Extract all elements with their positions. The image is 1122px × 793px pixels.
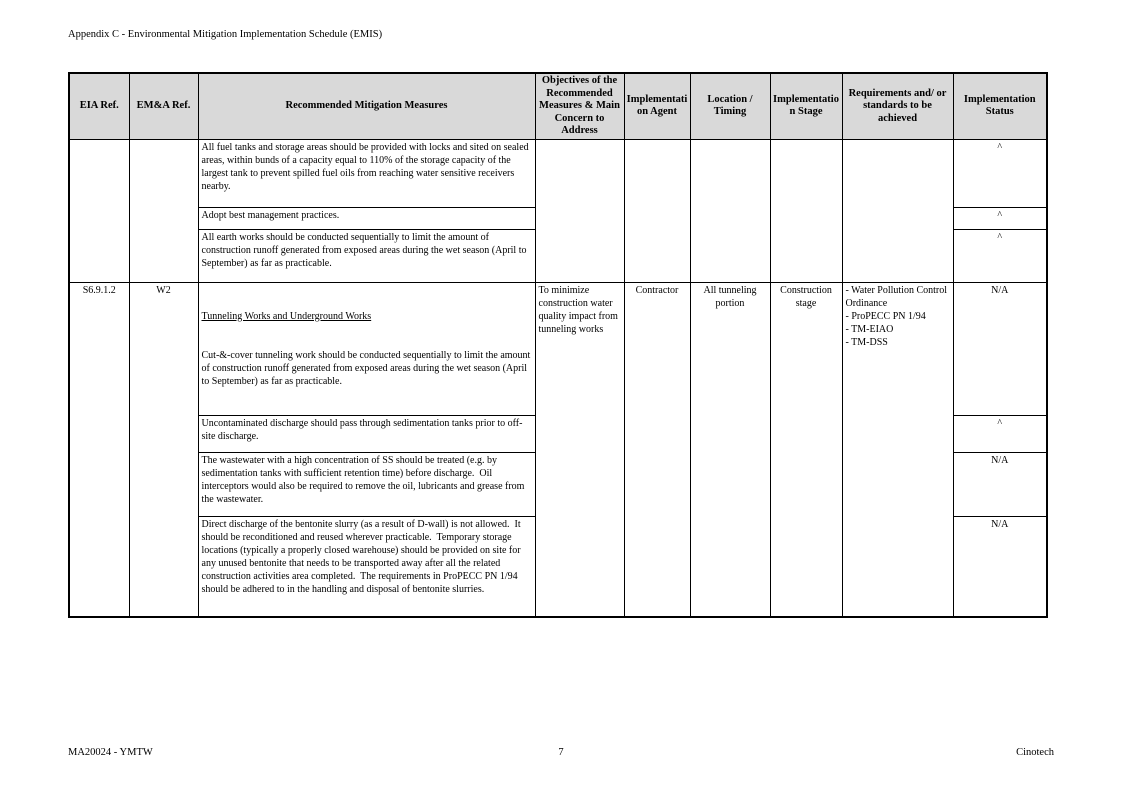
eia-ref-cell: S6.9.1.2 xyxy=(69,282,129,617)
agent-cell: Contractor xyxy=(624,282,690,617)
objectives-cell: To minimize construction water quality impact from tunneling works xyxy=(535,282,624,617)
col-header-requirements: Requirements and/ or standards to be achieved xyxy=(842,73,953,139)
col-header-objectives: Objectives of the Recommended Measures & Main Concern to Address xyxy=(535,73,624,139)
measure-cell xyxy=(198,282,535,415)
stage-cell: Construction stage xyxy=(770,282,842,617)
measure-cell: Uncontaminated discharge should pass through sedimentation tanks prior to off-site discharge. xyxy=(198,415,535,452)
measure-row xyxy=(69,282,1047,415)
requirement-item: - Water Pollution Control Ordinance xyxy=(845,284,950,309)
requirement-item: - ProPECC PN 1/94 xyxy=(845,310,926,322)
requirements-cell xyxy=(842,139,953,282)
emis-table xyxy=(68,72,1048,618)
status-cell: ^ xyxy=(953,415,1047,452)
measure-heading: Tunneling Works and Underground Works xyxy=(201,310,372,322)
measure-text: Cut-&-cover tunneling work should be conducted sequentially to limit the amount of construction runoff generated from exposed areas during the wet season (April to September) as far as practicable. xyxy=(201,349,533,387)
ema-ref-cell xyxy=(129,139,198,282)
status-cell: ^ xyxy=(953,229,1047,282)
appendix-title: Appendix C - Environmental Mitigation Implementation Schedule (EMIS) xyxy=(68,29,383,40)
col-header-location: Location / Timing xyxy=(690,73,770,139)
col-header-stage: Implementation Stage xyxy=(770,73,842,139)
page-number: 7 xyxy=(558,747,564,758)
objectives-cell xyxy=(535,139,624,282)
status-cell: ^ xyxy=(953,207,1047,229)
footer-project-ref: MA20024 - YMTW xyxy=(68,747,153,758)
measure-cell: All earth works should be conducted sequentially to limit the amount of construction runoff generated from exposed areas during the wet season (April to September) as far as practicable. xyxy=(198,229,535,282)
eia-ref-cell xyxy=(69,139,129,282)
measure-cell: Direct discharge of the bentonite slurry (as a result of D-wall) is not allowed. It should be reconditioned and reused wherever practicable. Temporary storage locations (typically a properly closed warehouse) should be provided on site for any unused bentonite that needs to be transported away after all the related construction activities area completed. The requirements in ProPECC PN 1/94 should be adhered to in the handling and disposal of bentonite slurries. xyxy=(198,516,535,617)
col-header-ema-ref: EM&A Ref. xyxy=(129,73,198,139)
requirement-item: - TM-DSS xyxy=(845,336,888,348)
footer-company: Cinotech xyxy=(1016,747,1055,758)
status-cell: ^ xyxy=(953,139,1047,207)
stage-cell xyxy=(770,139,842,282)
location-cell xyxy=(690,139,770,282)
col-header-status: Implementation Status xyxy=(953,73,1047,139)
requirements-cell xyxy=(842,282,953,617)
measure-cell: All fuel tanks and storage areas should be provided with locks and sited on sealed areas, within bunds of a capacity equal to 110% of the storage capacity of the largest tank to prevent spilled fuel oils from reaching water sensitive receivers nearby. xyxy=(198,139,535,207)
col-header-eia-ref: EIA Ref. xyxy=(69,73,129,139)
status-cell: N/A xyxy=(953,282,1047,415)
measure-row xyxy=(69,139,1047,207)
table-header-row xyxy=(69,73,1047,139)
status-cell: N/A xyxy=(953,516,1047,617)
page-footer xyxy=(68,747,1054,758)
ema-ref-cell: W2 xyxy=(129,282,198,617)
location-cell: All tunneling portion xyxy=(690,282,770,617)
col-header-measures: Recommended Mitigation Measures xyxy=(198,73,535,139)
measure-cell: Adopt best management practices. xyxy=(198,207,535,229)
agent-cell xyxy=(624,139,690,282)
requirement-item: - TM-EIAO xyxy=(845,323,894,335)
measure-cell: The wastewater with a high concentration of SS should be treated (e.g. by sedimentation tanks with sufficient retention time) before discharge. Oil interceptors would also be required to remove the oil, lubricants and grease from the wastewater. xyxy=(198,452,535,516)
status-cell: N/A xyxy=(953,452,1047,516)
col-header-agent: Implementation Agent xyxy=(624,73,690,139)
